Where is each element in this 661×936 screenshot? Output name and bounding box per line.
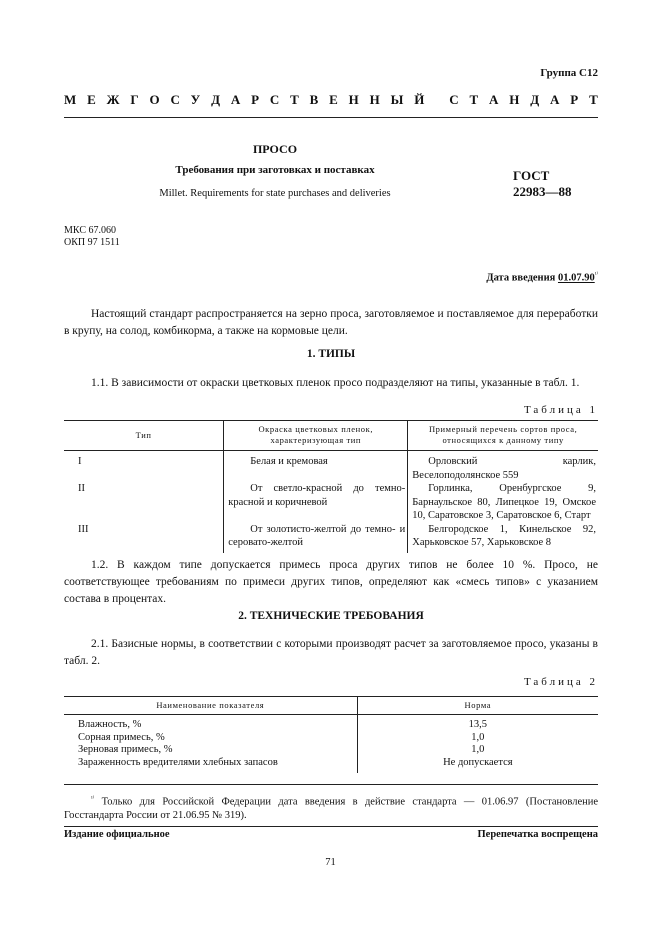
cell-varieties: Орловский карлик, Веселоподолянское 559 — [412, 456, 596, 481]
reprint-prohibited-label: Перепечатка воспрещена — [477, 829, 598, 840]
okp-code: ОКП 97 1511 — [64, 237, 120, 248]
intro-paragraph: Настоящий стандарт распространяется на зерно проса, заготовляемое и поставляемое для переработки в крупу, на солод, комбикорма, а также на кормовые цели. — [64, 308, 598, 337]
banner-letter: А — [550, 92, 560, 107]
page-number: 71 — [325, 857, 336, 868]
footnote-rule — [64, 784, 598, 785]
cell-color: От светло-красной до темно-красной и коричневой — [224, 482, 408, 523]
intro-date-footnote-mark: ¹⁾ — [594, 272, 598, 278]
table-row — [64, 732, 598, 745]
classification-codes — [64, 225, 120, 249]
banner-letter: С — [170, 92, 180, 107]
gost-code: 22983—88 — [513, 184, 572, 199]
banner-letter: Н — [369, 92, 380, 107]
group-code: Группа С12 — [540, 67, 598, 79]
banner-letter: Ы — [390, 92, 404, 107]
mks-code: МКС 67.060 — [64, 225, 116, 236]
banner-letter: Й — [414, 92, 425, 107]
banner-letter: Р — [570, 92, 579, 107]
cell-indicator: Влажность, % — [64, 715, 357, 732]
footnote-mark: ¹⁾ — [91, 796, 95, 802]
banner-letter: Н — [348, 92, 359, 107]
introduction-date — [486, 271, 598, 284]
cell-indicator: Сорная примесь, % — [64, 732, 357, 745]
banner-letter: Д — [211, 92, 221, 107]
paragraph-1-2: 1.2. В каждом типе допускается примесь проса других типов не более 10 %. Просо, не соответствующее требованиям по примеси других типов, определяют как «смесь типов» с указанием состава в процентах. — [64, 559, 598, 605]
banner-letter: О — [149, 92, 160, 107]
footnote-text: Только для Российской Федерации дата введения в действие стандарта — 01.06.97 (Постановление Госстандарта России от 21.06.95 № 319). — [64, 796, 598, 821]
table-row — [64, 744, 598, 757]
paragraph-2-1: 2.1. Базисные нормы, в соответствии с которыми производят расчет за заготовляемое просо, указаны в табл. 2. — [64, 638, 598, 667]
table-2 — [64, 696, 598, 773]
banner-letter: Ж — [106, 92, 120, 107]
official-edition-label: Издание официальное — [64, 829, 170, 840]
table-1 — [64, 420, 598, 553]
cell-type: I — [64, 451, 224, 483]
banner-letter: Р — [251, 92, 260, 107]
cell-norm: Не допускается — [443, 756, 513, 768]
banner-letter: У — [190, 92, 201, 107]
table-row — [64, 451, 598, 483]
footnote — [64, 793, 598, 822]
banner-letter: Г — [130, 92, 139, 107]
cell-indicator: Зараженность вредителями хлебных запасов — [64, 757, 357, 774]
header-rule — [64, 117, 598, 118]
table-row — [64, 715, 598, 732]
cell-color: От золотисто-желтой до темно- и серовато-желтой — [224, 523, 408, 553]
banner-letter: Н — [509, 92, 520, 107]
banner-letter: М — [64, 92, 77, 107]
cell-indicator: Зерновая примесь, % — [64, 744, 357, 757]
bottom-rule — [64, 826, 598, 827]
cell-varieties: Белгородское 1, Кинельское 92, Харьковское 57, Харьковское 8 — [412, 523, 596, 548]
gost-number — [513, 168, 572, 200]
table-row — [64, 482, 598, 523]
cell-color: Белая и кремовая — [224, 451, 408, 483]
banner-letter: Т — [469, 92, 479, 107]
document-subtitle: Требования при заготовках и поставках — [175, 164, 375, 176]
column-header-color: Окраска цветковых пленок, характеризующая тип — [224, 420, 408, 451]
table-1-caption: Таблица 1 — [523, 404, 598, 416]
banner-letter: А — [230, 92, 241, 107]
cell-norm: 13,5 — [468, 719, 488, 730]
column-header-norm: Норма — [357, 696, 598, 715]
paragraph-1-1: 1.1. В зависимости от окраски цветковых пленок просо подразделяют на типы, указанные в табл. 1. — [91, 377, 580, 389]
column-header-indicator: Наименование показателя — [64, 696, 357, 715]
column-header-varieties: Примерный перечень сортов проса, относящихся к данному типу — [408, 420, 598, 451]
table-1-header-row — [64, 420, 598, 451]
cell-norm: 1,0 — [471, 744, 485, 755]
banner-letter: Т — [290, 92, 299, 107]
table-row — [64, 757, 598, 774]
gost-label: ГОСТ — [513, 168, 550, 183]
table-2-caption: Таблица 2 — [523, 676, 598, 688]
intro-date-value: 01.07.90 — [557, 272, 595, 284]
banner-letter: А — [489, 92, 499, 107]
cell-norm: 1,0 — [471, 731, 485, 743]
table-row — [64, 523, 598, 553]
english-title: Millet. Requirements for state purchases and deliveries — [159, 188, 391, 199]
intro-date-label: Дата введения — [486, 272, 556, 284]
column-header-type: Тип — [64, 420, 224, 451]
section-heading-types: 1. ТИПЫ — [306, 348, 356, 360]
banner-letter: Е — [329, 92, 338, 107]
banner-gap — [435, 92, 438, 108]
document-title: ПРОСО — [252, 142, 298, 156]
interstate-standard-banner — [64, 92, 598, 108]
banner-letter: С — [269, 92, 280, 107]
banner-letter: Е — [87, 92, 96, 107]
banner-letter: В — [309, 92, 319, 107]
cell-type: II — [64, 482, 224, 523]
cell-varieties: Горлинка, Оренбургское 9, Барнаульское 80, Липецкое 19, Омское 10, Саратовское 3, Саратовское 6, Старт — [412, 483, 596, 521]
section-heading-technical: 2. ТЕХНИЧЕСКИЕ ТРЕБОВАНИЯ — [238, 610, 424, 622]
banner-letter: Т — [589, 92, 598, 107]
cell-type: III — [64, 523, 224, 553]
banner-letter: Д — [530, 92, 540, 107]
banner-letter: С — [449, 92, 459, 107]
table-2-header-row — [64, 696, 598, 715]
